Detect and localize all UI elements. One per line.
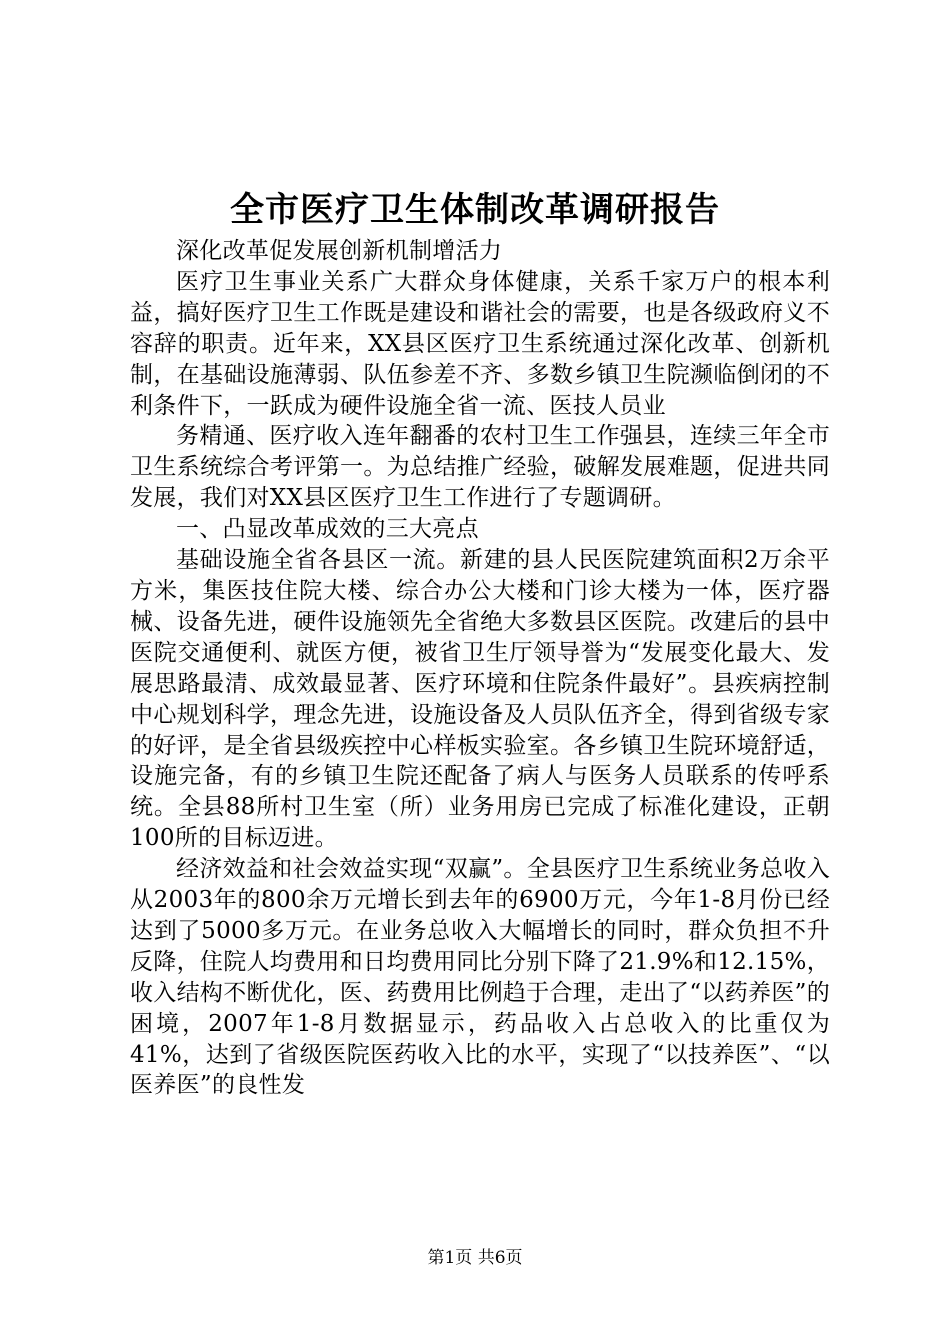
document-title: 全市医疗卫生体制改革调研报告 [230, 190, 720, 230]
subtitle-paragraph: 深化改革促发展创新机制增活力 [176, 238, 503, 264]
page-footer: 第1页 共6页 [427, 1248, 523, 1268]
body-paragraph: 医疗卫生事业关系广大群众身体健康，关系千家万户的根本利益，搞好医疗卫生工作既是建设和谐社会的需要，也是各级政府义不容辞的职责。近年来，XX县区医疗卫生系统通过深化改革、创新机制，在基础设施薄弱、队伍参差不齐、多数乡镇卫生院濒临倒闭的不利条件下，一跃成为硬件设施全省一流、医技人员业 [130, 268, 830, 419]
body-paragraph: 基础设施全省各县区一流。新建的县人民医院建筑面积2万余平方米，集医技住院大楼、综合办公大楼和门诊大楼为一体，医疗器械、设备先进，硬件设施领先全省绝大多数县区医院。改建后的县中医院交通便利、就医方便，被省卫生厅领导誉为“发展变化最大、发展思路最清、成效最显著、医疗环境和住院条件最好”。县疾病控制中心规划科学，理念先进，设施设备及人员队伍齐全，得到省级专家的好评，是全省县级疾控中心样板实验室。各乡镇卫生院环境舒适，设施完备，有的乡镇卫生院还配备了病人与医务人员联系的传呼系统。全县88所村卫生室（所）业务用房已完成了标准化建设，正朝100所的目标迈进。 [130, 547, 830, 852]
body-paragraph: 经济效益和社会效益实现“双赢”。全县医疗卫生系统业务总收入从2003年的800余万元增长到去年的6900万元，今年1-8月份已经达到了5000多万元。在业务总收入大幅增长的同时，群众负担不升反降，住院人均费用和日均费用同比分别下降了21.9%和12.15%，收入结构不断优化，医、药费用比例趋于合理，走出了“以药养医”的困境，2007年1-8月数据显示，药品收入占总收入的比重仅为41%，达到了省级医院医药收入比的水平，实现了“以技养医”、“以医养医”的良性发 [130, 856, 830, 1099]
document-body [130, 236, 830, 1101]
body-paragraph: 务精通、医疗收入连年翻番的农村卫生工作强县，连续三年全市卫生系统综合考评第一。为总结推广经验，破解发展难题，促进共同发展，我们对XX县区医疗卫生工作进行了专题调研。 [130, 423, 830, 512]
section-heading: 一、凸显改革成效的三大亮点 [176, 516, 479, 543]
